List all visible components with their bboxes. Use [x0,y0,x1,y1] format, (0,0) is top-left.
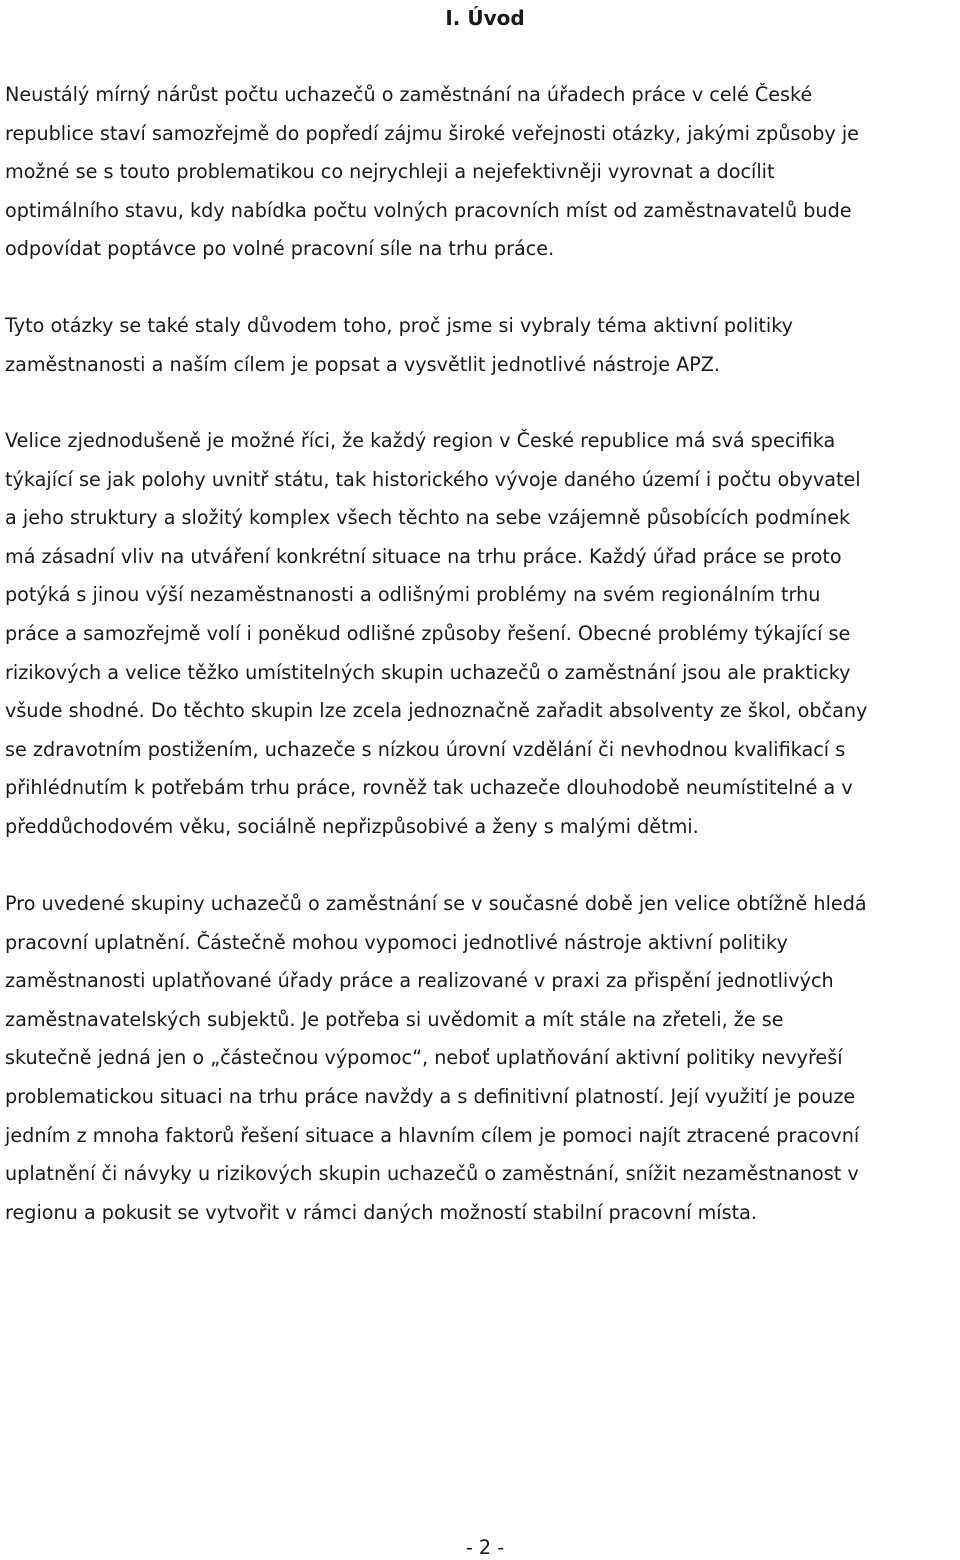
text-line: Neustálý mírný nárůst počtu uchazečů o zaměstnání na úřadech práce v celé České [5,83,813,106]
text-line: regionu a pokusit se vytvořit v rámci daných možností stabilní pracovní místa. [5,1200,757,1224]
text-line: týkající se jak polohy uvnitř státu, tak historického vývoje daného území i počtu obyvatel [5,467,861,491]
paragraph-4 [5,885,960,1232]
text-line: Velice zjednodušeně je možné říci, že každý region v České republice má svá specifika [5,429,836,452]
text-line: problematickou situaci na trhu práce navždy a s definitivní platností. Její využití je pouze [5,1084,856,1108]
text-line: přihlédnutím k potřebám trhu práce, rovněž tak uchazeče dlouhodobě neumístitelné a v [5,776,853,800]
text-line: optimálního stavu, kdy nabídka počtu volných pracovních míst od zaměstnavatelů bude [5,198,852,222]
text-line: práce a samozřejmě volí i poněkud odlišné způsoby řešení. Obecné problémy týkající se [5,621,851,645]
paragraph-1 [5,76,960,269]
text-line: zaměstnanosti a naším cílem je popsat a vysvětlit jednotlivé nástroje APZ. [5,352,721,376]
text-line: se zdravotním postižením, uchazeče s nízkou úrovní vzdělání či nevhodnou kvalifikací s [5,737,846,761]
text-line: odpovídat poptávce po volné pracovní síle na trhu práce. [5,237,555,261]
text-line: a jeho struktury a složitý komplex všech těchto na sebe vzájemně působících podmínek [5,506,851,530]
text-line: uplatnění či návyky u rizikových skupin uchazečů o zaměstnání, snížit nezaměstnanost v [5,1162,859,1186]
text-line: jedním z mnoha faktorů řešení situace a hlavním cílem je pomoci najít ztracené pracovní [5,1123,860,1147]
text-line: předdůchodovém věku, sociálně nepřizpůsobivé a ženy s malými dětmi. [5,814,699,838]
text-line: všude shodné. Do těchto skupin lze zcela jednoznačně zařadit absolventy ze škol, občany [5,699,868,723]
text-line: Tyto otázky se také staly důvodem toho, proč jsme si vybraly téma aktivní politiky [5,314,794,337]
text-line: rizikových a velice těžko umístitelných skupin uchazečů o zaměstnání jsou ale prakticky [5,660,851,684]
paragraph-2 [5,307,960,384]
text-line: zaměstnavatelských subjektů. Je potřeba si uvědomit a mít stále na zřeteli, že se [5,1007,784,1031]
section-heading: I. Úvod [445,6,525,30]
text-line: potýká s jinou výší nezaměstnanosti a odlišnými problémy na svém regionálním trhu [5,583,821,607]
text-line: skutečně jedná jen o „částečnou výpomoc“, neboť uplatňování aktivní politiky nevyřeší [5,1046,843,1070]
paragraph-3 [5,422,960,847]
text-line: republice staví samozřejmě do popředí zájmu široké veřejnosti otázky, jakými způsoby je [5,121,859,145]
page-number: - 2 - [465,1536,505,1559]
text-line: Pro uvedené skupiny uchazečů o zaměstnání se v současné době jen velice obtížně hledá [5,892,867,915]
text-line: zaměstnanosti uplatňované úřady práce a realizované v praxi za přispění jednotlivých [5,969,834,993]
text-line: pracovní uplatnění. Částečně mohou vypomoci jednotlivé nástroje aktivní politiky [5,930,788,954]
text-line: má zásadní vliv na utváření konkrétní situace na trhu práce. Každý úřad práce se proto [5,544,842,568]
text-line: možné se s touto problematikou co nejrychleji a nejefektivněji vyrovnat a docílit [5,160,775,184]
